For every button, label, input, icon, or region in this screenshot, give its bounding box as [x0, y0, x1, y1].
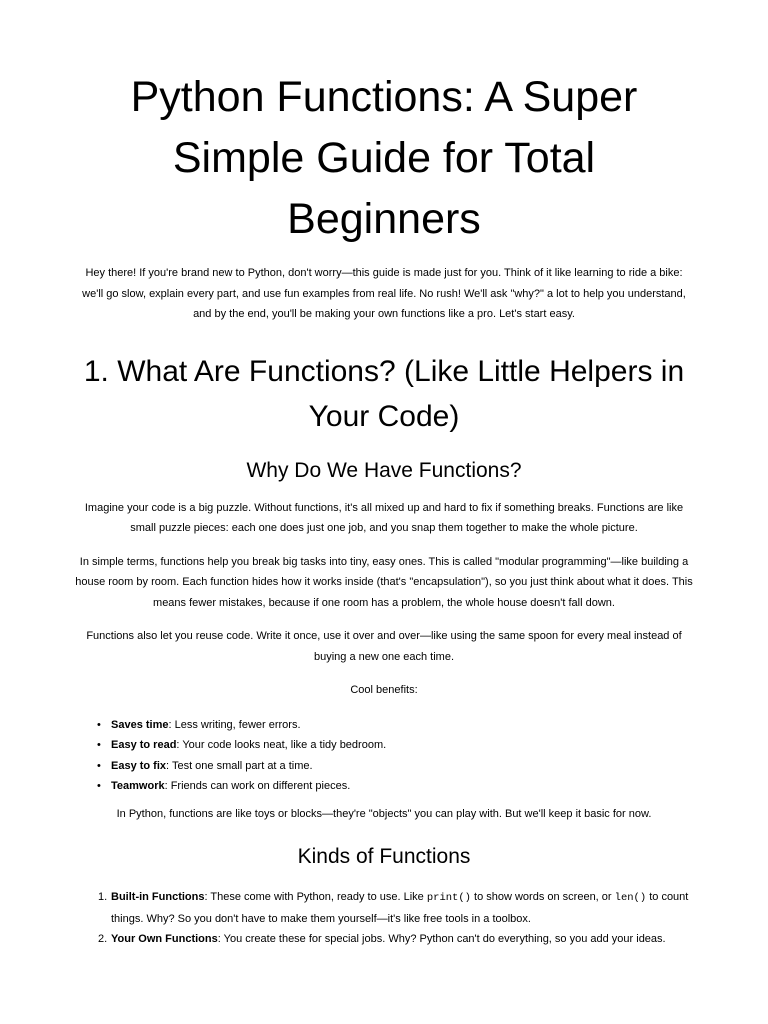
list-item: [97, 756, 694, 777]
bullet-icon: •: [97, 739, 101, 751]
kind-term: Built-in Functions: [111, 891, 205, 903]
why-functions-heading: Why Do We Have Functions?: [246, 458, 522, 482]
benefit-term: Easy to fix: [111, 759, 167, 772]
code-len: len(): [614, 892, 647, 904]
kind-term: Your Own Functions: [111, 933, 218, 945]
kind-text: : You create these for special jobs. Why? Python can't do everything, so you add your ideas.: [217, 933, 666, 945]
code-print: print(): [426, 892, 471, 904]
reuse-paragraph: Functions also let you reuse code. Write it once, use it over and over—like using the same spoon for every meal instead of buying a new one each time.: [86, 630, 682, 663]
kind-text: to show words on screen, or: [470, 891, 615, 903]
list-item: [97, 776, 694, 797]
list-item: [98, 929, 694, 950]
intro-paragraph: Hey there! If you're brand new to Python, don't worry—this guide is made just for you. Think of it like learning to ride a bike: we'll go slow, explain every part, and use fun examples from real life. No rush! We'll ask "why?" a lot to help you understand, and by the end, you'll be making your own functions like a pro. Let's start easy.: [82, 267, 686, 320]
list-item: [97, 715, 694, 736]
benefit-desc: : Less writing, fewer errors.: [168, 718, 301, 731]
kinds-heading: Kinds of Functions: [297, 845, 471, 868]
document-title: Python Functions: A Super Simple Guide for Total Beginners: [130, 73, 638, 243]
kind-text: to count things. Why? So you don't have to make them yourself—it's like free tools in a toolbox.: [111, 891, 689, 925]
benefit-term: Teamwork: [111, 780, 165, 792]
list-item: [97, 735, 694, 756]
bullet-icon: •: [97, 759, 101, 772]
kind-text: : These come with Python, ready to use. Like: [204, 891, 427, 903]
section-1-heading: 1. What Are Functions? (Like Little Helpers in Your Code): [83, 354, 685, 433]
benefit-desc: : Test one small part at a time.: [166, 759, 313, 772]
list-item: [98, 887, 694, 929]
item-number: 2.: [98, 933, 108, 945]
objects-paragraph: In Python, functions are like toys or blocks—they're "objects" you can play with. But we'll keep it basic for now.: [116, 807, 652, 820]
benefits-intro: Cool benefits:: [350, 684, 418, 696]
kinds-list: [74, 887, 694, 950]
benefit-term: Easy to read: [111, 739, 177, 751]
puzzle-paragraph: Imagine your code is a big puzzle. Without functions, it's all mixed up and hard to fix if something breaks. Functions are like small puzzle pieces: each one does just one job, and you snap them together to make the whole picture.: [84, 501, 684, 534]
benefit-desc: : Your code looks neat, like a tidy bedroom.: [176, 739, 387, 751]
item-number: 1.: [98, 891, 108, 903]
benefits-list: [74, 715, 694, 797]
bullet-icon: •: [97, 780, 101, 792]
modular-paragraph: In simple terms, functions help you break big tasks into tiny, easy ones. This is called "modular programming"—like building a house room by room. Each function hides how it works inside (that's "encapsulation"), so you just think about what it does. This means fewer mistakes, because if one room has a problem, the whole house doesn't fall down.: [75, 555, 693, 609]
benefit-desc: : Friends can work on different pieces.: [164, 780, 351, 792]
benefit-term: Saves time: [111, 718, 169, 731]
bullet-icon: •: [97, 718, 101, 731]
